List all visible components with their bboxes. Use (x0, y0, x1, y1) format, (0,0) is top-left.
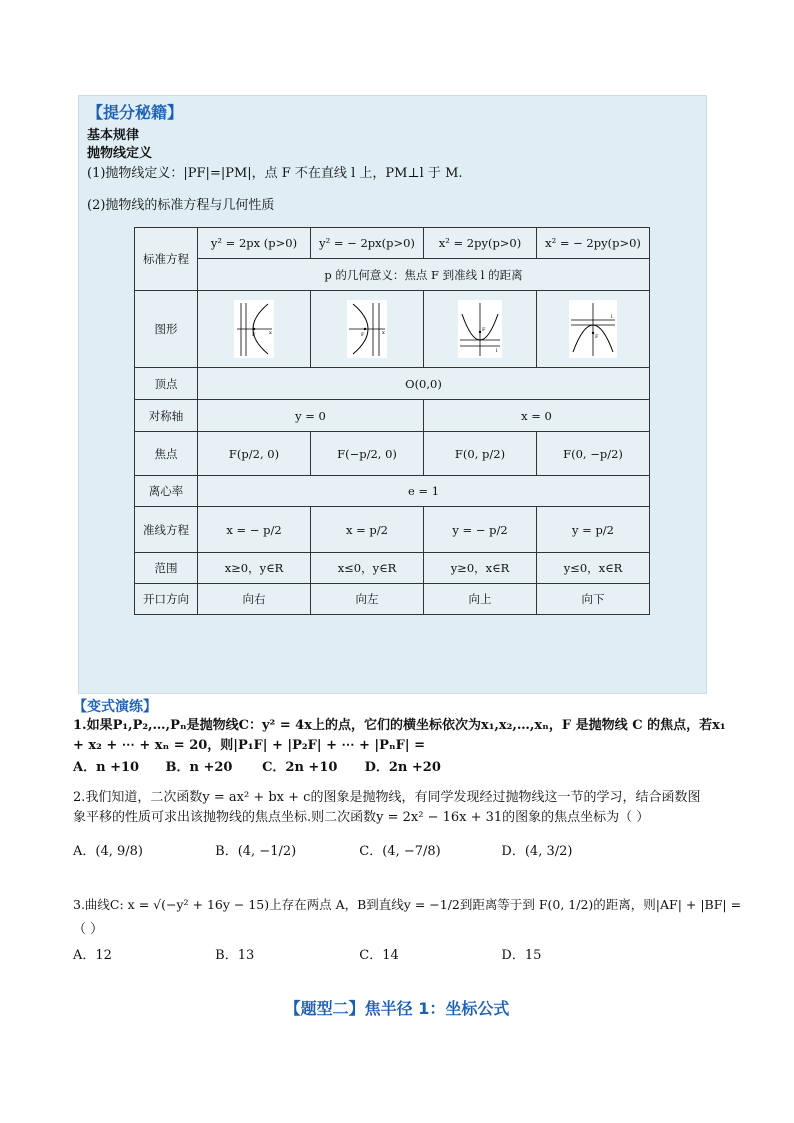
graph-left-cell (311, 291, 424, 368)
range-up: y≥0，x∈R (424, 553, 537, 584)
row-label-opening: 开口方向 (135, 584, 198, 615)
row-label-vertex: 顶点 (135, 368, 198, 400)
question-2-options (73, 840, 713, 859)
row-label-range: 范围 (135, 553, 198, 584)
equation-left: y² = − 2px(p>0) (311, 228, 424, 259)
graph-right-cell (198, 291, 311, 368)
row-label-axis: 对称轴 (135, 400, 198, 432)
axis-horizontal: y = 0 (198, 400, 424, 432)
row-label-directrix: 准线方程 (135, 507, 198, 553)
svg-text:x: x (269, 330, 272, 336)
question-2-line-2: 象平移的性质可求出该抛物线的焦点坐标.则二次函数y = 2x² − 16x + 31的图象的焦点坐标为（ ） (73, 810, 650, 825)
table-intro: (2)抛物线的标准方程与几何性质 (87, 198, 275, 213)
q1-option-a[interactable]: A．n +10 (73, 760, 140, 775)
question-2-line-1: 2.我们知道，二次函数y = ax² + bx + c的图象是抛物线，有同学发现经过抛物线这一节的学习，结合函数图 (73, 790, 701, 805)
opening-right: 向右 (198, 584, 311, 615)
tip-box (78, 95, 707, 694)
svg-text:F: F (482, 327, 486, 333)
basic-rules-heading: 基本规律 (87, 128, 140, 143)
row-label-equation: 标准方程 (135, 228, 198, 291)
range-left: x≤0，y∈R (311, 553, 424, 584)
question-1-options (73, 756, 713, 775)
section-title: 【题型二】焦半径 1：坐标公式 (284, 999, 510, 1018)
vertex-value: O(0,0) (198, 368, 650, 400)
equation-up: x² = 2py(p>0) (424, 228, 537, 259)
q3-option-c[interactable]: C．14 (359, 948, 399, 963)
opening-up: 向上 (424, 584, 537, 615)
definition-heading: 抛物线定义 (87, 146, 153, 161)
q3-option-a[interactable]: A．12 (73, 948, 112, 963)
eccentricity-value: e = 1 (198, 476, 650, 507)
question-3-options (73, 944, 713, 963)
directrix-left: x = p/2 (311, 507, 424, 553)
directrix-down: y = p/2 (537, 507, 650, 553)
opening-left: 向左 (311, 584, 424, 615)
range-down: y≤0，x∈R (537, 553, 650, 584)
exercise-heading: 【变式演练】 (73, 699, 157, 715)
svg-text:F: F (595, 334, 599, 340)
axis-vertical: x = 0 (424, 400, 650, 432)
parabola-down-graph (569, 300, 617, 358)
row-label-eccentricity: 离心率 (135, 476, 198, 507)
row-label-graph: 图形 (135, 291, 198, 368)
directrix-right: x = − p/2 (198, 507, 311, 553)
focus-up: F(0, p/2) (424, 432, 537, 476)
q1-option-d[interactable]: D．2n +20 (364, 760, 441, 775)
svg-text:l: l (496, 348, 498, 354)
q1-option-c[interactable]: C．2n +10 (262, 760, 338, 775)
range-right: x≥0，y∈R (198, 553, 311, 584)
question-3-line-1: 3.曲线C: x = √(−y² + 16y − 15)上存在两点 A，B到直线y = −1/2到距离等于到 F(0, 1/2)的距离，则|AF| + |BF| = (73, 897, 742, 912)
question-1-line-2: + x₂ + ⋯ + xₙ = 20，则|P₁F| + |P₂F| + ⋯ + |PₙF| = (73, 738, 426, 753)
graph-down-cell (537, 291, 650, 368)
directrix-up: y = − p/2 (424, 507, 537, 553)
parabola-left-graph (347, 300, 387, 358)
q2-option-c[interactable]: C．(4, −7/8) (359, 844, 441, 859)
tip-title: 【提分秘籍】 (87, 103, 184, 122)
parabola-up-graph (458, 300, 502, 358)
equation-down: x² = − 2py(p>0) (537, 228, 650, 259)
focus-right: F(p/2, 0) (198, 432, 311, 476)
parabola-right-graph (234, 300, 274, 358)
row-label-focus: 焦点 (135, 432, 198, 476)
parabola-properties-table (134, 227, 650, 615)
q3-option-d[interactable]: D．15 (501, 948, 542, 963)
focus-left: F(−p/2, 0) (311, 432, 424, 476)
svg-text:F: F (252, 332, 256, 338)
q2-option-d[interactable]: D．(4, 3/2) (501, 844, 573, 859)
q2-option-b[interactable]: B．(4, −1/2) (215, 844, 297, 859)
svg-text:l: l (611, 314, 613, 320)
q2-option-a[interactable]: A．(4, 9/8) (73, 844, 143, 859)
question-3-line-2: （ ） (73, 922, 104, 937)
svg-text:F: F (361, 332, 365, 338)
equation-right: y² = 2px (p>0) (198, 228, 311, 259)
focus-down: F(0, −p/2) (537, 432, 650, 476)
q3-option-b[interactable]: B．13 (215, 948, 255, 963)
definition-text: (1)抛物线定义：|PF|=|PM|，点 F 不在直线 l 上，PM⊥l 于 M. (87, 166, 463, 181)
question-1-line-1: 1.如果P₁,P₂,…,Pₙ是抛物线C：y² = 4x上的点，它们的横坐标依次为x₁,x₂,…,xₙ，F 是抛物线 C 的焦点，若x₁ (73, 718, 726, 733)
p-meaning: p 的几何意义：焦点 F 到准线 l 的距离 (198, 259, 650, 291)
q1-option-b[interactable]: B．n +20 (165, 760, 233, 775)
opening-down: 向下 (537, 584, 650, 615)
graph-up-cell (424, 291, 537, 368)
svg-text:x: x (382, 330, 385, 336)
